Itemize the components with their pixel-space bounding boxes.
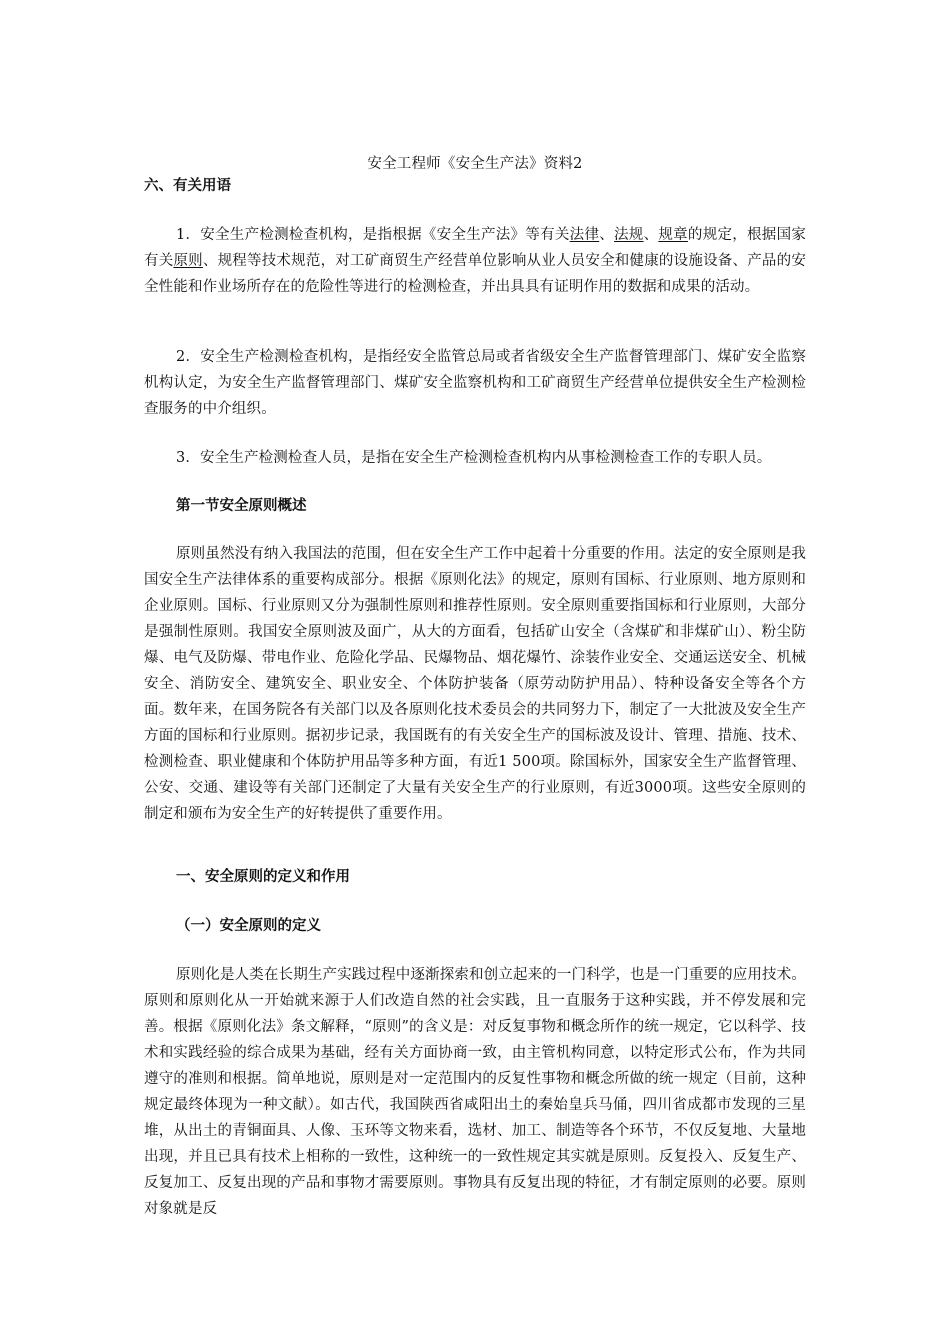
law-link[interactable]: 法律 [569,227,600,243]
paragraph-5: 原则化是人类在长期生产实践过程中逐渐探索和创立起来的一门科学，也是一门重要的应用技术。原则和原则化从一开始就来源于人们改造自然的社会实践，且一直服务于这种实践，并不停发展和完善。根据《原则化法》条文解释，“原则”的含义是：对反复事物和概念所作的统一规定，它以科学、技术和实践经验的综合成果为基础，经有关方面协商一致，由主管机构同意，以特定形式公布，作为共同遵守的准则和根据。简单地说，原则是对一定范围内的反复性事物和概念所做的统一规定（目前，这种规定最终体现为一种文献）。如古代，我国陕西省咸阳出土的秦始皇兵马俑，四川省成都市发现的三星堆，从出土的青铜面具、人像、玉环等文物来看，选材、加工、制造等各个环节，不仅反复地、大量地出现，并且已具有技术上相称的一致性，这种统一的一致性规定其实就是原则。反复投入、反复生产、反复加工、反复出现的产品和事物才需要原则。事物具有反复出现的特征，才有制定原则的必要。原则对象就是反 [144,967,806,1217]
paragraph-1-text-middle: 的规定，根据国家有关 [144,227,806,269]
section-six-heading: 六、有关用语 [144,178,231,194]
separator-text: 、 [643,227,659,243]
subsection-1-heading: 一、安全原则的定义和作用 [176,869,350,885]
paragraph-2: 2．安全生产检测检查机构，是指经安全监管总局或者省级安全生产监督管理部门、煤矿安全监察机构认定，为安全生产监督管理部门、煤矿安全监察机构和工矿商贸生产经营单位提供安全生产检测检查服务的中介组织。 [144,349,806,417]
rules-link[interactable]: 规章 [658,227,688,243]
paragraph-1-text-end: 、规程等技术规范，对工矿商贸生产经营单位影响从业人员安全和健康的设施设备、产品的安全性能和作业场所存在的危险性等进行的检测检查，并出具具有证明作用的数据和成果的活动。 [144,253,806,295]
principle-link[interactable]: 原则 [173,253,203,269]
paragraph-1-text-start: 1．安全生产检测检查机构，是指根据《安全生产法》等有关 [176,227,570,243]
subsection-1-1-heading: （一）安全原则的定义 [176,918,321,934]
regulation-link[interactable]: 法规 [614,227,644,243]
paragraph-3: 3．安全生产检测检查人员，是指在安全生产检测检查机构内从事检测检查工作的专职人员。 [176,450,772,466]
separator-text: 、 [599,227,615,243]
paragraph-1 [144,222,806,300]
section-1-heading: 第一节安全原则概述 [176,498,307,514]
document-title: 安全工程师《安全生产法》资料2 [367,156,583,172]
paragraph-4: 原则虽然没有纳入我国法的范围，但在安全生产工作中起着十分重要的作用。法定的安全原则是我国安全生产法律体系的重要构成部分。根据《原则化法》的规定，原则有国标、行业原则、地方原则和企业原则。国标、行业原则又分为强制性原则和推荐性原则。安全原则重要指国标和行业原则，大部分是强制性原则。我国安全原则波及面广，从大的方面看，包括矿山安全（含煤矿和非煤矿山）、粉尘防爆、电气及防爆、带电作业、危险化学品、民爆物品、烟花爆竹、涂装作业安全、交通运送安全、机械安全、消防安全、建筑安全、职业安全、个体防护装备（原劳动防护用品）、特种设备安全等各个方面。数年来，在国务院各有关部门以及各原则化技术委员会的共同努力下，制定了一大批波及安全生产方面的国标和行业原则。据初步记录，我国既有的有关安全生产的国标波及设计、管理、措施、技术、检测检查、职业健康和个体防护用品等多种方面，有近1 500项。除国标外，国家安全生产监督管理、公安、交通、建设等有关部门还制定了大量有关安全生产的行业原则，有近3000项。这些安全原则的制定和颁布为安全生产的好转提供了重要作用。 [144,546,806,822]
